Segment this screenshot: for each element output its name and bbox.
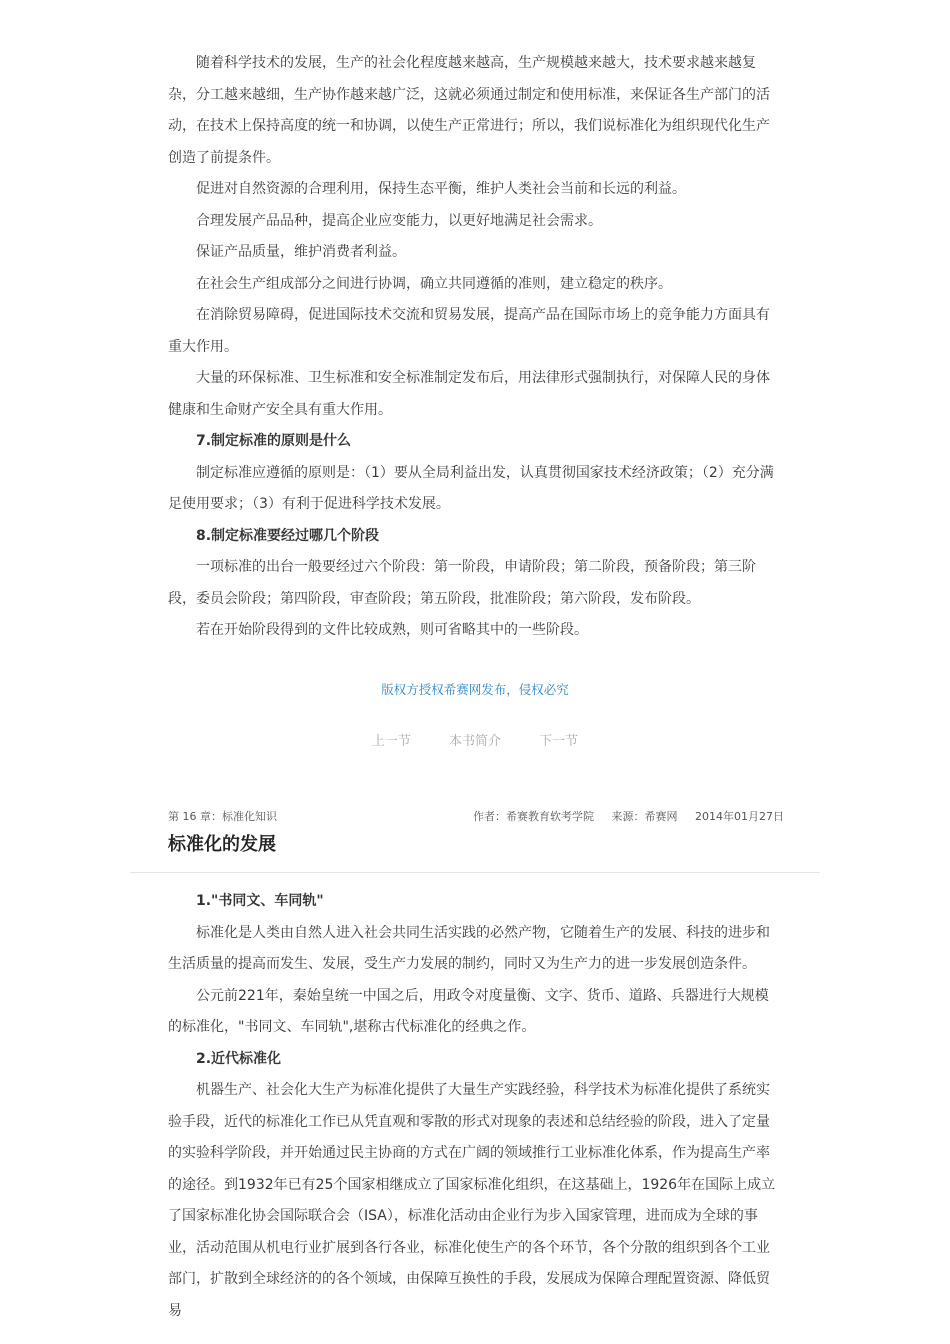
heading-stages: 8.制定标准要经过哪几个阶段 [196, 527, 380, 544]
prev-section-link[interactable]: 上一节 [371, 734, 411, 749]
book-intro-link[interactable]: 本书简介 [448, 734, 501, 749]
author-label: 作者：希赛教育软考学院 [473, 810, 594, 823]
date-label: 2014年01月27日 [695, 810, 784, 823]
paragraph-principles: 制定标准应遵循的原则是：（1）要从全局利益出发，认真贯彻国家技术经济政策；（2）充分满足使用要求；（3）有利于促进科学技术发展。 [168, 464, 774, 512]
title-divider [130, 872, 820, 873]
paragraph-production-socialization: 随着科学技术的发展，生产的社会化程度越来越高，生产规模越来越大，技术要求越来越复杂，分工越来越细，生产协作越来越广泛，这就必须通过制定和使用标准，来保证各生产部门的活动，在技术上保持高度的统一和协调，以使生产正常进行；所以，我们说标准化为组织现代化生产创造了前提条件。 [168, 55, 770, 166]
article-meta [168, 808, 784, 824]
article-body-lower [168, 886, 782, 1327]
paragraph-qin-dynasty: 公元前221年，秦始皇统一中国之后，用政令对度量衡、文字、货币、道路、兵器进行大规模的标准化，"书同文、车同轨",堪称古代标准化的经典之作。 [168, 987, 769, 1035]
heading-modern-standardization: 2.近代标准化 [196, 1050, 282, 1067]
paragraph-product-quality: 保证产品质量，维护消费者利益。 [196, 244, 406, 260]
heading-principles: 7.制定标准的原则是什么 [196, 433, 352, 449]
chapter-label: 第 16 章：标准化知识 [168, 810, 277, 823]
heading-unification: 1."书同文、车同轨" [196, 893, 324, 909]
copyright-notice: 版权方授权希赛网发布，侵权必究 [381, 682, 569, 697]
chapter-navigation [0, 730, 950, 749]
next-section-link[interactable]: 下一节 [539, 734, 579, 749]
paragraph-trade-barriers: 在消除贸易障碍，促进国际技术交流和贸易发展，提高产品在国际市场上的竞争能力方面具有重大作用。 [168, 307, 770, 355]
paragraph-coordination: 在社会生产组成部分之间进行协调，确立共同遵循的准则，建立稳定的秩序。 [196, 275, 672, 292]
paragraph-product-variety: 合理发展产品品种，提高企业应变能力，以更好地满足社会需求。 [196, 212, 602, 229]
section-title: 标准化的发展 [168, 834, 276, 855]
paragraph-modern-standardization: 机器生产、社会化大生产为标准化提供了大量生产实践经验，科学技术为标准化提供了系统实验手段，近代的标准化工作已从凭直观和零散的形式对现象的表述和总结经验的阶段，进入了定量的实验科学阶段，并开始通过民主协商的方式在广阔的领域推行工业标准化体系，作为提高生产率的途径。到1932年已有25个国家相继成立了国家标准化组织，在这基础上，1926年在国际上成立了国家标准化协会国际联合会（ISA），标准化活动由企业行为步入国家管理，进而成为全球的事业，活动范围从机电行业扩展到各行各业，标准化使生产的各个环节，各个分散的组织到各个工业部门，扩散到全球经济的的各个领域，由保障互换性的手段，发展成为保障合理配置资源、降低贸易 [168, 1082, 776, 1319]
paragraph-standardization-origin: 标准化是人类由自然人进入社会共同生活实践的必然产物，它随着生产的发展、科技的进步和生活质量的提高而发生、发展，受生产力发展的制约，同时又为生产力的进一步发展创造条件。 [168, 924, 770, 972]
paragraph-six-stages: 一项标准的出台一般要经过六个阶段：第一阶段，申请阶段；第二阶段，预备阶段；第三阶段，委员会阶段；第四阶段，审查阶段；第五阶段，批准阶段；第六阶段，发布阶段。 [168, 559, 756, 607]
paragraph-safety-standards: 大量的环保标准、卫生标准和安全标准制定发布后，用法律形式强制执行，对保障人民的身体健康和生命财产安全具有重大作用。 [168, 370, 770, 418]
article-meta-right [459, 808, 784, 824]
paragraph-omit-stages: 若在开始阶段得到的文件比较成熟，则可省略其中的一些阶段。 [196, 622, 588, 638]
source-label: 来源：希赛网 [611, 810, 678, 823]
paragraph-natural-resources: 促进对自然资源的合理利用，保持生态平衡，维护人类社会当前和长远的利益。 [196, 181, 686, 197]
article-body-upper [168, 48, 782, 647]
